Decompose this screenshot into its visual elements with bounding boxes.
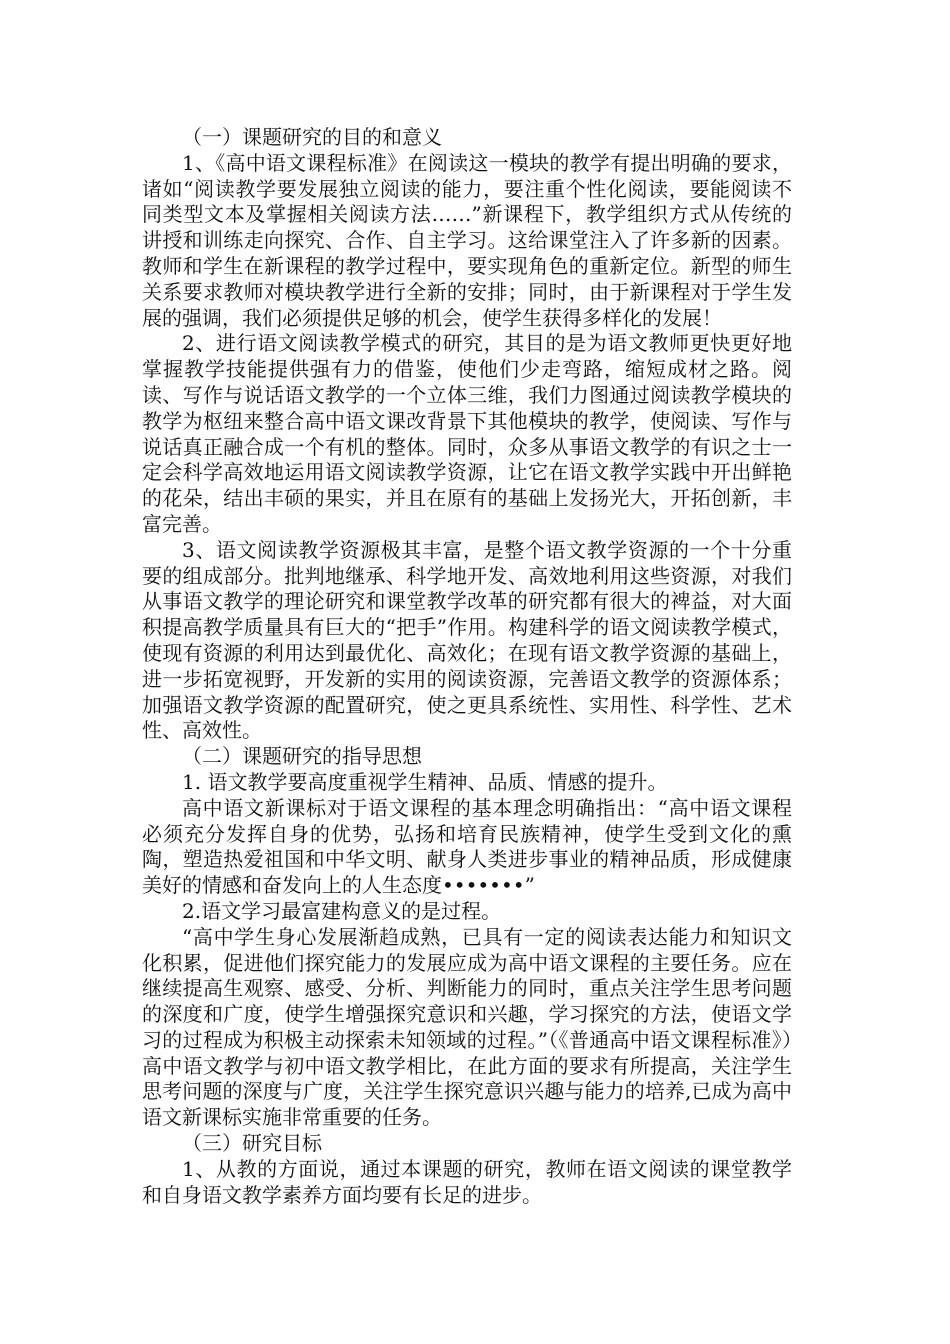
paragraph-1-2: 2、进行语文阅读教学模式的研究，其目的是为语文教师更快更好地掌握教学技能提供强有力的借鉴，使他们少走弯路，缩短成材之路。阅读、写作与说话语文教学的一个立体三维，我们力图通过阅读教学模块的教学为枢纽来整合高中语文课改背景下其他模块的教学，使阅读、写作与说话真正融合成一个有机的整体。同时，众多从事语文教学的有识之士一定会科学高效地运用语文阅读教学资源，让它在语文教学实践中开出鲜艳的花朵，结出丰硕的果实，并且在原有的基础上发扬光大，开拓创新，丰富完善。	[142, 331, 792, 536]
section-heading-1: （一）课题研究的目的和意义	[182, 125, 442, 149]
paragraph-1-1: 1、《高中语文课程标准》在阅读这一模块的教学有提出明确的要求，诸如“阅读教学要发展独立阅读的能力，要注重个性化阅读，要能阅读不同类型文本及掌握相关阅读方法……”新课程下，教学组织方式从传统的讲授和训练走向探究、合作、自主学习。这给课堂注入了许多新的因素。教师和学生在新课程的教学过程中，要实现角色的重新定位。新型的师生关系要求教师对模块教学进行全新的安排；同时，由于新课程对于学生发展的强调，我们必须提供足够的机会，使学生获得多样化的发展！	[142, 150, 792, 330]
paragraph-3-1: 1、从教的方面说，通过本课题的研究，教师在语文阅读的课堂教学和自身语文教学素养方面均要有长足的进步。	[142, 1156, 792, 1207]
paragraph-2-2: 高中语文新课标对于语文课程的基本理念明确指出：“高中语文课程必须充分发挥自身的优势，弘扬和培育民族精神，使学生受到文化的熏陶，塑造热爱祖国和中华文明、献身人类进步事业的精神品质，形成健康美好的情感和奋发向上的人生态度•••••••”	[142, 795, 792, 898]
section-heading-2: （二）课题研究的指导思想	[182, 744, 422, 769]
paragraph-2-3: 2.语文学习最富建构意义的是过程。	[182, 898, 502, 923]
paragraph-1-3: 3、语文阅读教学资源极其丰富，是整个语文教学资源的一个十分重要的组成部分。批判地继承、科学地开发、高效地利用这些资源，对我们从事语文教学的理论研究和课堂教学改革的研究都有很大的裨益，对大面积提高教学质量具有巨大的“把手”作用。构建科学的语文阅读教学模式，使现有资源的利用达到最优化、高效化；在现有语文教学资源的基础上，进一步拓宽视野，开发新的实用的阅读资源，完善语文教学的资源体系；加强语文教学资源的配置研究，使之更具系统性、实用性、科学性、艺术性、高效性。	[142, 537, 792, 743]
paragraph-2-4: “高中学生身心发展渐趋成熟，已具有一定的阅读表达能力和知识文化积累，促进他们探究能力的发展应成为高中语文课程的主要任务。应在继续提高生观察、感受、分析、判断能力的同时，重点关注学生思考问题的深度和广度，使学生增强探究意识和兴趣，学习探究的方法，使语文学习的过程成为积极主动探索未知领域的过程。”（《普通高中语文课程标准》）高中语文教学与初中语文教学相比，在此方面的要求有所提高，关注学生思考问题的深度与广度，关注学生探究意识兴趣与能力的培养,已成为高中语文新课标实施非常重要的任务。	[142, 924, 792, 1130]
document-page	[142, 125, 792, 1208]
section-heading-3: （三）研究目标	[182, 1131, 322, 1156]
paragraph-2-1: 1. 语文教学要高度重视学生精神、品质、情感的提升。	[182, 769, 668, 794]
